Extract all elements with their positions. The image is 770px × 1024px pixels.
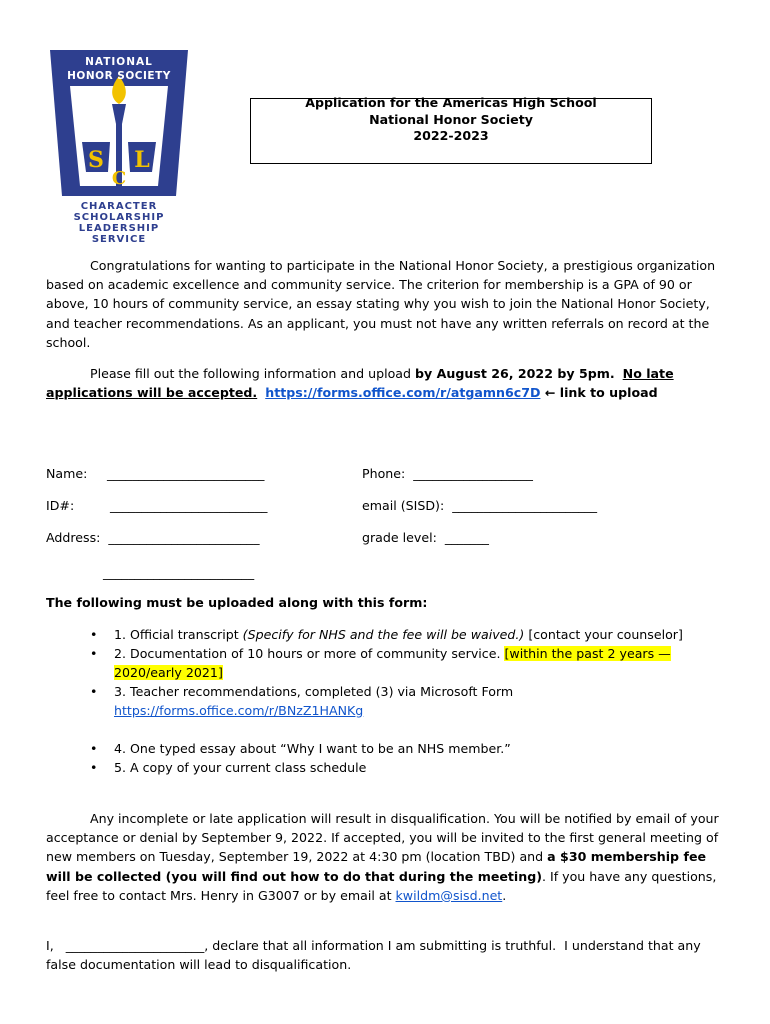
svg-text:SCHOLARSHIP: SCHOLARSHIP: [73, 212, 165, 223]
nhs-logo: [46, 46, 192, 246]
intro-paragraph: Congratulations for wanting to participate in the National Honor Society, a prestigious organization based on academic excellence and community service. The criterion for membership is a GPA of 90 or above, 10 hours of community service, an essay stating why you wish to join the National Honor Society, and teacher recommendations. As an applicant, you must not have any written referrals on record at the school.: [46, 258, 716, 350]
svg-text:S: S: [88, 147, 104, 173]
deadline-intro: Please fill out the following information and upload: [90, 366, 416, 381]
bullet: •: [90, 627, 98, 642]
bullet: •: [90, 741, 98, 756]
svg-text:LEADERSHIP: LEADERSHIP: [78, 223, 160, 234]
declaration: I, ______________________, declare that all information I am submitting is truthful. I understand that any false documentation will lead to disqualification.: [46, 938, 705, 973]
deadline-date: by August 26, 2022 by 5pm.: [415, 366, 615, 381]
title-line-2: National Honor Society: [369, 111, 533, 127]
title-line-3: 2022-2023: [413, 128, 489, 143]
id-label: ID#:: [46, 498, 75, 513]
address-line-2[interactable]: ________________________: [103, 565, 255, 580]
deadline-paragraph: [46, 364, 722, 402]
list-item: • 4. One typed essay about “Why I want to be an NHS member.”: [90, 741, 511, 756]
contact-email-link[interactable]: kwildm@sisd.net: [395, 887, 503, 903]
address-field[interactable]: Address: ________________________: [46, 530, 260, 545]
title-box: [250, 95, 652, 164]
email-field[interactable]: email (SISD): _______________________: [362, 498, 598, 513]
list-item: • 2. Documentation of 10 hours or more of community service. [within the past 2 years —2020/early 2021]: [90, 646, 671, 680]
bullet: •: [90, 646, 98, 661]
uploads-heading: The following must be uploaded along with this form:: [46, 595, 428, 610]
svg-text:SERVICE: SERVICE: [91, 234, 147, 245]
closing-paragraph: Any incomplete or late application will result in disqualification. You will be notified by email of your acceptance or denial by September 9, 2022. If accepted, you will be invited to the first general meeting of new members on Tuesday, September 19, 2022 at 4:30 pm (location TBD) and a $30 membership fee will be collected (you will find out how to do that during the meeting). If you have any questions, feel free to contact Mrs. Henry in G3007 or by email at kwildm@sisd.net.: [46, 811, 719, 903]
nhs-emblem-icon: [46, 46, 192, 246]
list-item: • 1. Official transcript (Specify for NHS and the fee will be waived.) [contact your counselor]: [90, 627, 683, 642]
upload-form-link[interactable]: https://forms.office.com/r/atgamn6c7D: [265, 385, 541, 401]
uploads-list: [90, 625, 720, 777]
phone-field[interactable]: Phone: ___________________: [362, 466, 533, 481]
highlighted-timeframe: [within the past 2 years —2020/early 2021]: [114, 646, 671, 680]
link-to-upload-text: ← link to upload: [540, 385, 658, 401]
svg-text:CHARACTER: CHARACTER: [80, 201, 158, 212]
list-item: • 3. Teacher recommendations, completed (3) via Microsoft Form https://forms.office.com/r/BNzZ1HANKg: [90, 684, 514, 718]
svg-text:C: C: [111, 168, 127, 189]
fee-notice: a $30 membership fee will be collected (you will find out how to do that during the meeting): [46, 849, 707, 884]
teacher-form-link[interactable]: https://forms.office.com/r/BNzZ1HANKg: [114, 703, 364, 718]
name-blank[interactable]: _________________________: [107, 466, 265, 481]
title-line-1: Application for the Americas High School: [305, 95, 597, 110]
bullet: •: [90, 684, 98, 699]
grade-level-field[interactable]: grade level: _______: [362, 530, 489, 545]
list-item: • 5. A copy of your current class schedule: [90, 760, 367, 775]
svg-text:NATIONAL: NATIONAL: [85, 56, 153, 68]
svg-text:L: L: [134, 147, 150, 173]
id-blank[interactable]: _________________________: [110, 498, 268, 513]
svg-text:HONOR SOCIETY: HONOR SOCIETY: [67, 70, 171, 82]
no-late-notice: No late applications will be accepted.: [46, 366, 674, 401]
bullet: •: [90, 760, 98, 775]
name-label: Name:: [46, 466, 88, 481]
